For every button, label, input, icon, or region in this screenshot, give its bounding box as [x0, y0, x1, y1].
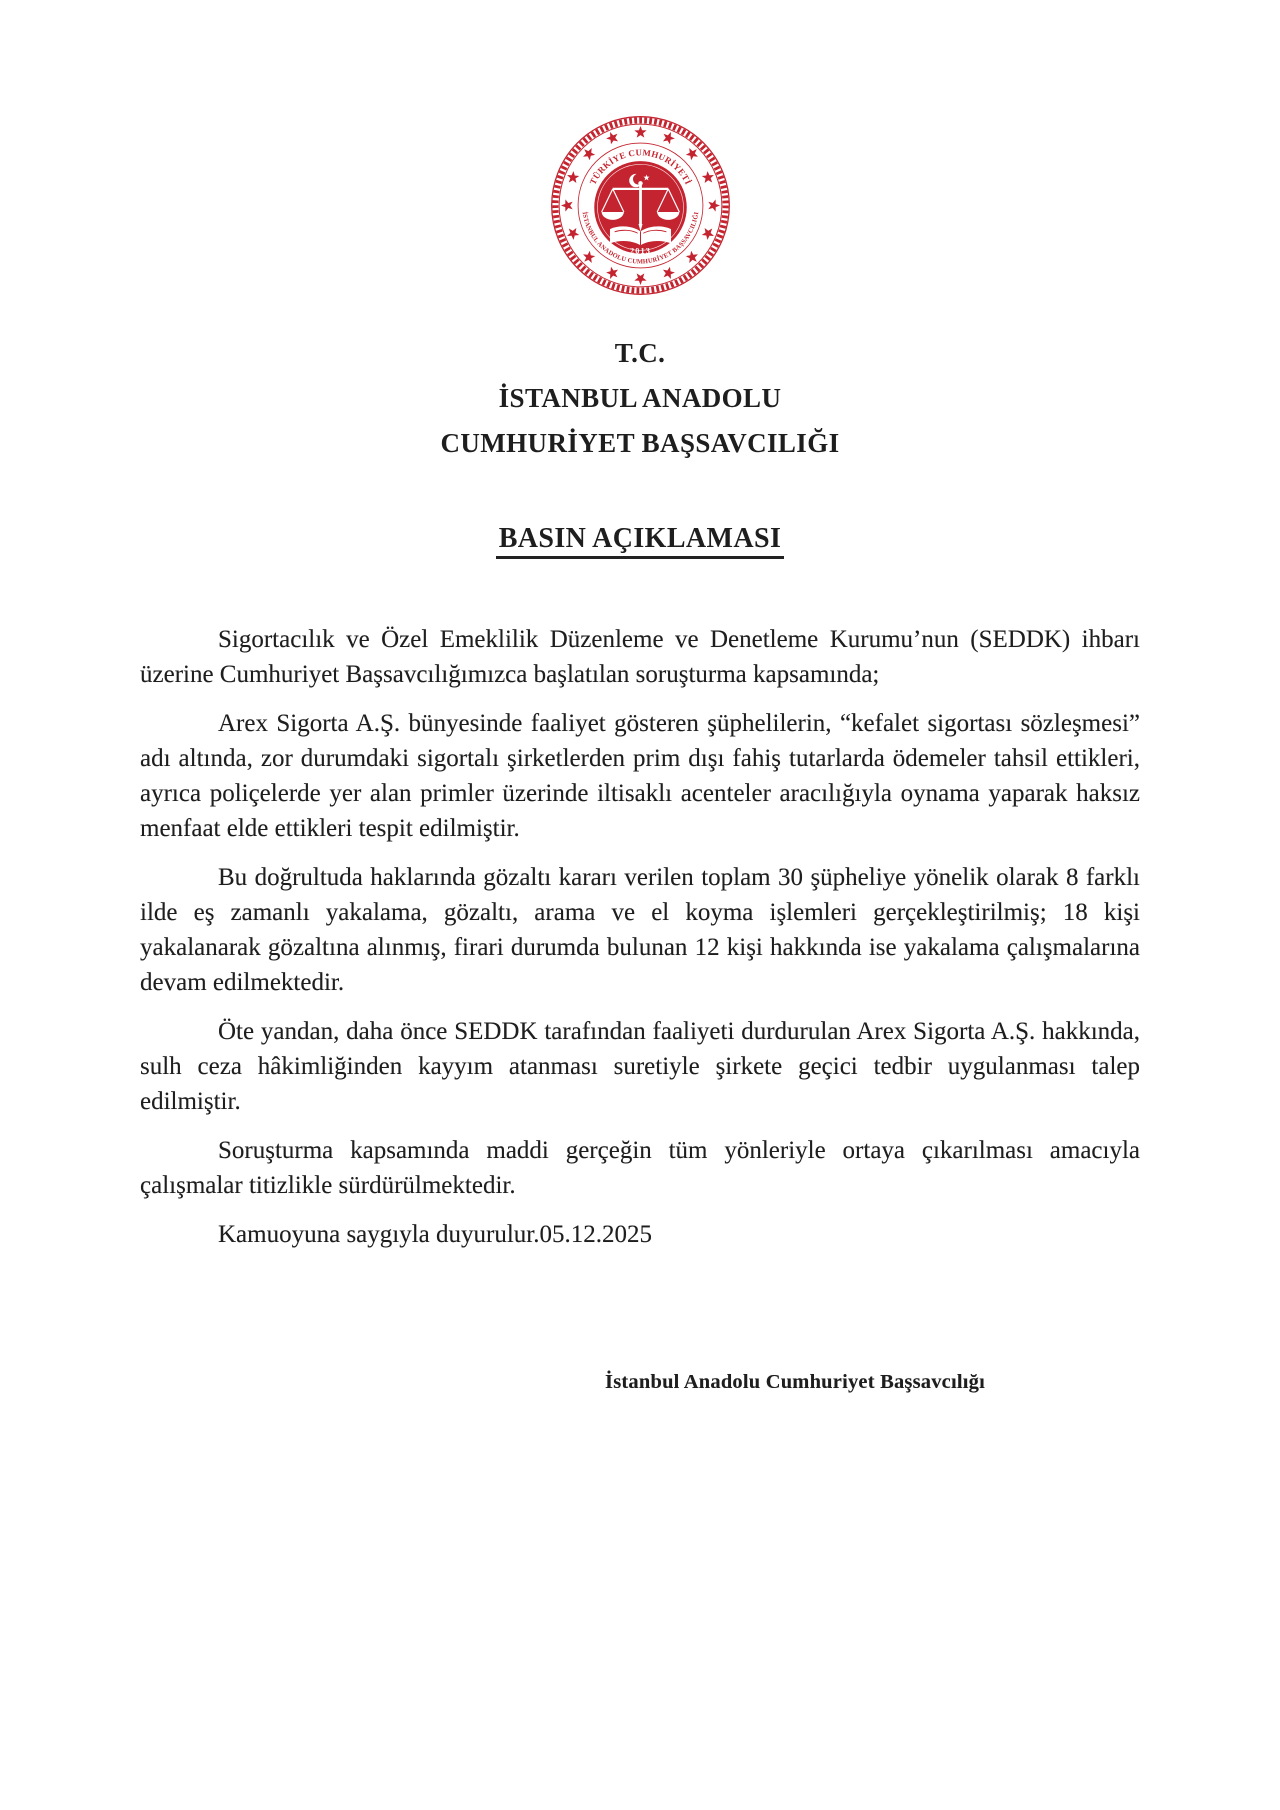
letterhead-line-office: CUMHURİYET BAŞSAVCILIĞI: [440, 428, 840, 458]
body-paragraph: Bu doğrultuda haklarında gözaltı kararı verilen toplam 30 şüpheliye yönelik olarak 8 farklı ilde eş zamanlı yakalama, gözaltı, arama ve el koyma işlemleri gerçekleştirilmiş; 18 kişi yakalanarak gözaltına alınmış, firari durumda bulunan 12 kişi hakkında ise yakalama çalışmalarına devam edilmektedir.: [140, 864, 1140, 996]
letterhead-line-city: İSTANBUL ANADOLU: [498, 383, 782, 413]
body-paragraph: Soruşturma kapsamında maddi gerçeğin tüm yönleriyle ortaya çıkarılması amacıyla çalışmalar titizlikle sürdürülmektedir.: [140, 1137, 1140, 1199]
document-body: [140, 622, 1140, 1266]
body-paragraph: Öte yandan, daha önce SEDDK tarafından faaliyeti durdurulan Arex Sigorta A.Ş. hakkında, sulh ceza hâkimliğinden kayyım atanması suretiyle şirkete geçici tedbir uygulanması talep edilmiştir.: [140, 1018, 1140, 1115]
closing-line: Kamuoyuna saygıyla duyurulur.05.12.2025: [218, 1221, 652, 1248]
letterhead-line-tc: T.C.: [614, 338, 666, 368]
body-paragraph: Sigortacılık ve Özel Emeklilik Düzenleme ve Denetleme Kurumu’nun (SEDDK) ihbarı üzerine Cumhuriyet Başsavcılığımızca başlatılan soruşturma kapsamında;: [140, 626, 1140, 688]
document-title-row: [0, 523, 1280, 559]
body-paragraph: Arex Sigorta A.Ş. bünyesinde faaliyet gösteren şüphelilerin, “kefalet sigortası sözleşmesi” adı altında, zor durumdaki sigortalı şirketlerden prim dışı fahiş tutarlarda ödemeler tahsil ettikleri, ayrıca poliçelerde yer alan primler üzerinde iltisaklı acenteler aracılığıyla oynama yaparak haksız menfaat elde ettikleri tespit edilmiştir.: [140, 710, 1140, 842]
document-title: BASIN AÇIKLAMASI: [496, 523, 785, 559]
seal-top-text: TÜRKİYE CUMHURİYETİ: [587, 147, 694, 187]
prosecutor-office-seal: [548, 113, 733, 298]
signature-line: İstanbul Anadolu Cumhuriyet Başsavcılığı: [605, 1371, 985, 1393]
seal-year: 2013: [629, 246, 652, 256]
seal-bottom-text: İSTANBUL ANADOLU CUMHURİYET BAŞSAVCILIĞI: [580, 211, 701, 266]
letterhead: [0, 331, 1280, 466]
